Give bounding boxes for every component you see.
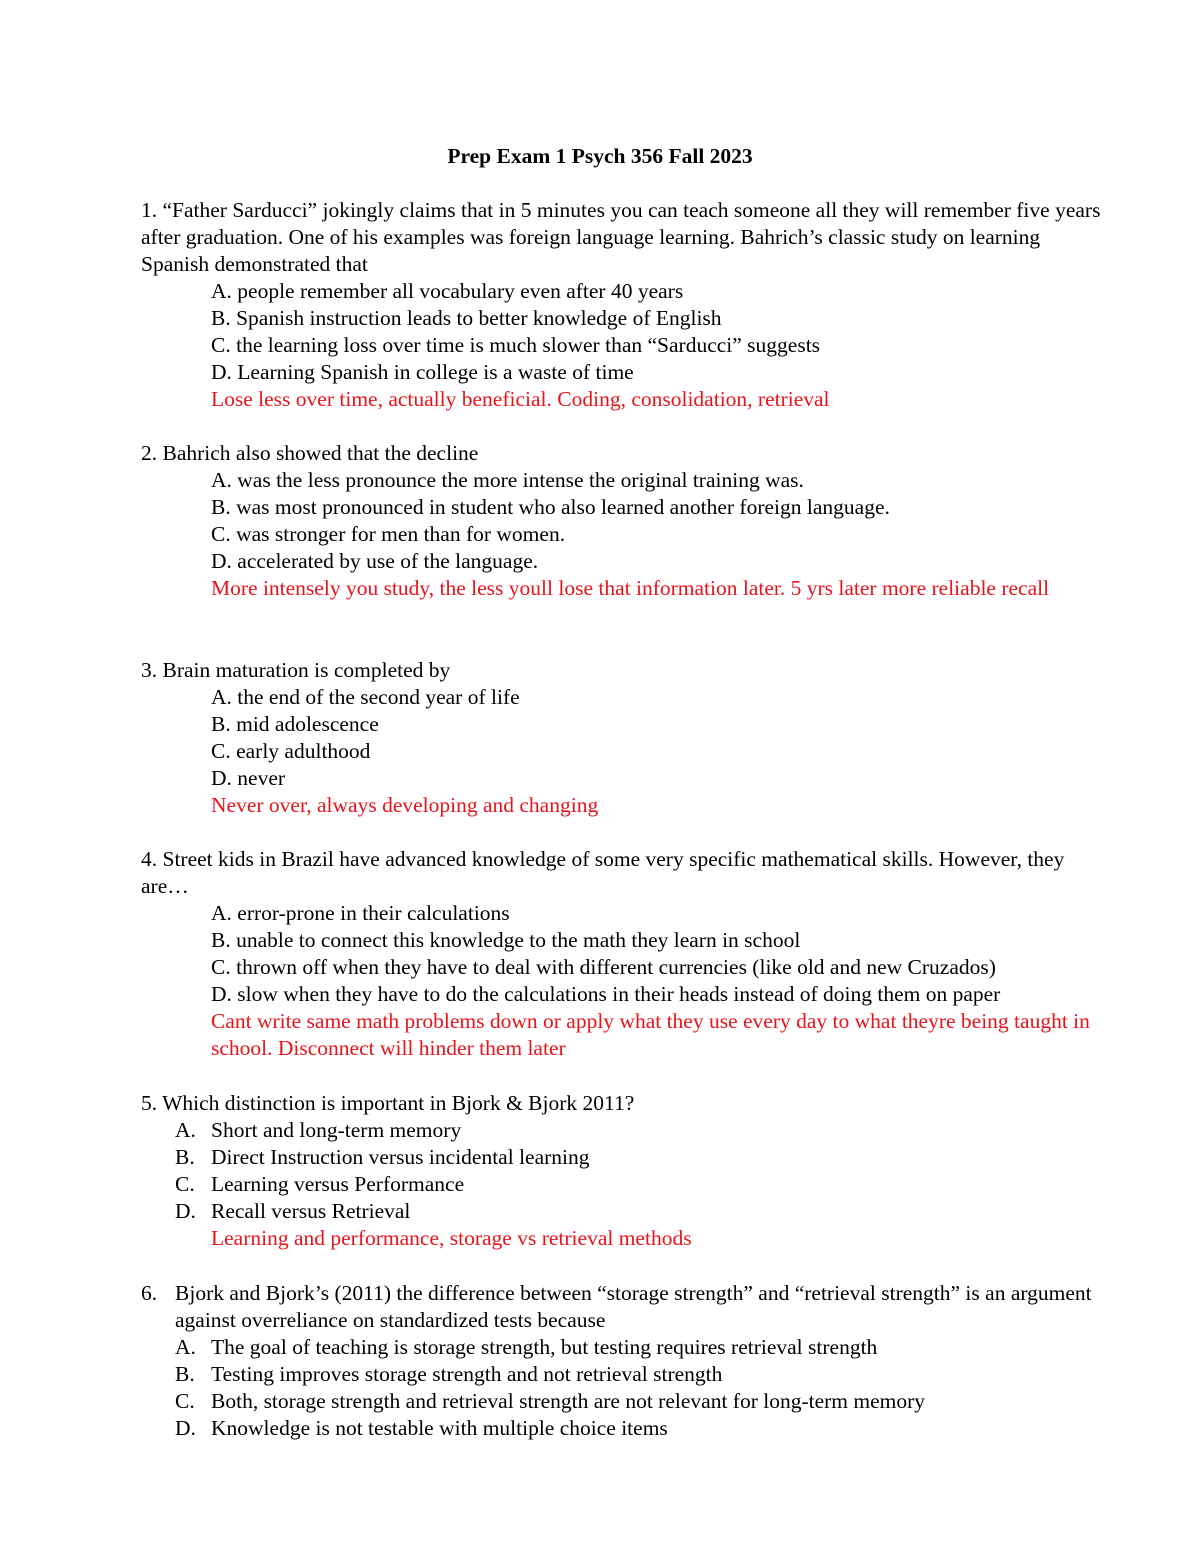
option-letter: A.: [175, 1118, 196, 1142]
question-4: [141, 846, 1101, 1062]
option-text: Learning versus Performance: [211, 1172, 465, 1196]
option-d: [141, 1198, 1101, 1225]
question-stem: 1. “Father Sarducci” jokingly claims that in 5 minutes you can teach someone all they will remember five years after graduation. One of his examples was foreign language learning. Bahrich’s classic study on learning Spanish demonstrated that: [141, 198, 1101, 276]
question-stem: 3. Brain maturation is completed by: [141, 658, 451, 682]
option-c: C. the learning loss over time is much slower than “Sarducci” suggests: [211, 333, 821, 357]
answer-note: Never over, always developing and changing: [211, 793, 599, 817]
answer-note: Learning and performance, storage vs retrieval methods: [211, 1226, 692, 1250]
option-text: Direct Instruction versus incidental learning: [211, 1145, 590, 1169]
option-b: B. Spanish instruction leads to better knowledge of English: [211, 306, 722, 330]
option-letter: C.: [175, 1172, 195, 1196]
question-text: Bjork and Bjork’s (2011) the difference between “storage strength” and “retrieval strength” is an argument against overreliance on standardized tests because: [175, 1281, 1092, 1332]
question-stem: [141, 1280, 1101, 1334]
option-c: [141, 1171, 1101, 1198]
answer-note: More intensely you study, the less youll lose that information later. 5 yrs later more reliable recall: [211, 576, 1050, 600]
option-letter: B.: [175, 1145, 195, 1169]
answer-note: Lose less over time, actually beneficial. Coding, consolidation, retrieval: [211, 387, 830, 411]
option-letter: B.: [175, 1362, 195, 1386]
question-5: [141, 1090, 1101, 1252]
option-a: A. was the less pronounce the more intense the original training was.: [211, 468, 804, 492]
option-c: [141, 1388, 1101, 1415]
option-letter: D.: [175, 1416, 196, 1440]
option-text: Short and long-term memory: [211, 1118, 462, 1142]
question-1: [141, 197, 1101, 413]
option-a: A. the end of the second year of life: [211, 685, 520, 709]
question-2: [141, 440, 1101, 602]
option-d: D. accelerated by use of the language.: [211, 549, 539, 573]
option-b: B. was most pronounced in student who also learned another foreign language.: [211, 495, 890, 519]
option-d: [141, 1415, 1101, 1442]
option-letter: A.: [175, 1335, 196, 1359]
question-stem: 5. Which distinction is important in Bjork & Bjork 2011?: [141, 1091, 635, 1115]
option-text: Knowledge is not testable with multiple choice items: [211, 1416, 668, 1440]
option-a: [141, 1334, 1101, 1361]
answer-note: Cant write same math problems down or apply what they use every day to what theyre being taught in school. Disconnect will hinder them later: [211, 1009, 1090, 1060]
option-b: B. mid adolescence: [211, 712, 379, 736]
option-a: [141, 1117, 1101, 1144]
option-c: C. thrown off when they have to deal with different currencies (like old and new Cruzados): [211, 955, 996, 979]
page-title: Prep Exam 1 Psych 356 Fall 2023: [447, 144, 753, 168]
option-b: [141, 1361, 1101, 1388]
option-d: D. slow when they have to do the calculations in their heads instead of doing them on paper: [211, 982, 1001, 1006]
option-a: A. people remember all vocabulary even after 40 years: [211, 279, 684, 303]
option-b: [141, 1144, 1101, 1171]
option-c: C. was stronger for men than for women.: [211, 522, 566, 546]
question-3: [141, 657, 1101, 819]
question-stem: 2. Bahrich also showed that the decline: [141, 441, 479, 465]
question-stem: 4. Street kids in Brazil have advanced knowledge of some very specific mathematical skills. However, they are…: [141, 847, 1065, 898]
question-number: 6.: [141, 1281, 158, 1305]
option-b: B. unable to connect this knowledge to the math they learn in school: [211, 928, 801, 952]
option-text: Recall versus Retrieval: [211, 1199, 411, 1223]
option-text: Testing improves storage strength and not retrieval strength: [211, 1362, 723, 1386]
option-d: D. never: [211, 766, 286, 790]
option-a: A. error-prone in their calculations: [211, 901, 510, 925]
option-c: C. early adulthood: [211, 739, 371, 763]
option-d: D. Learning Spanish in college is a waste of time: [211, 360, 634, 384]
option-letter: C.: [175, 1389, 195, 1413]
option-letter: D.: [175, 1199, 196, 1223]
question-6: [141, 1280, 1101, 1442]
option-text: The goal of teaching is storage strength, but testing requires retrieval strength: [211, 1335, 878, 1359]
option-text: Both, storage strength and retrieval strength are not relevant for long-term memory: [211, 1389, 926, 1413]
